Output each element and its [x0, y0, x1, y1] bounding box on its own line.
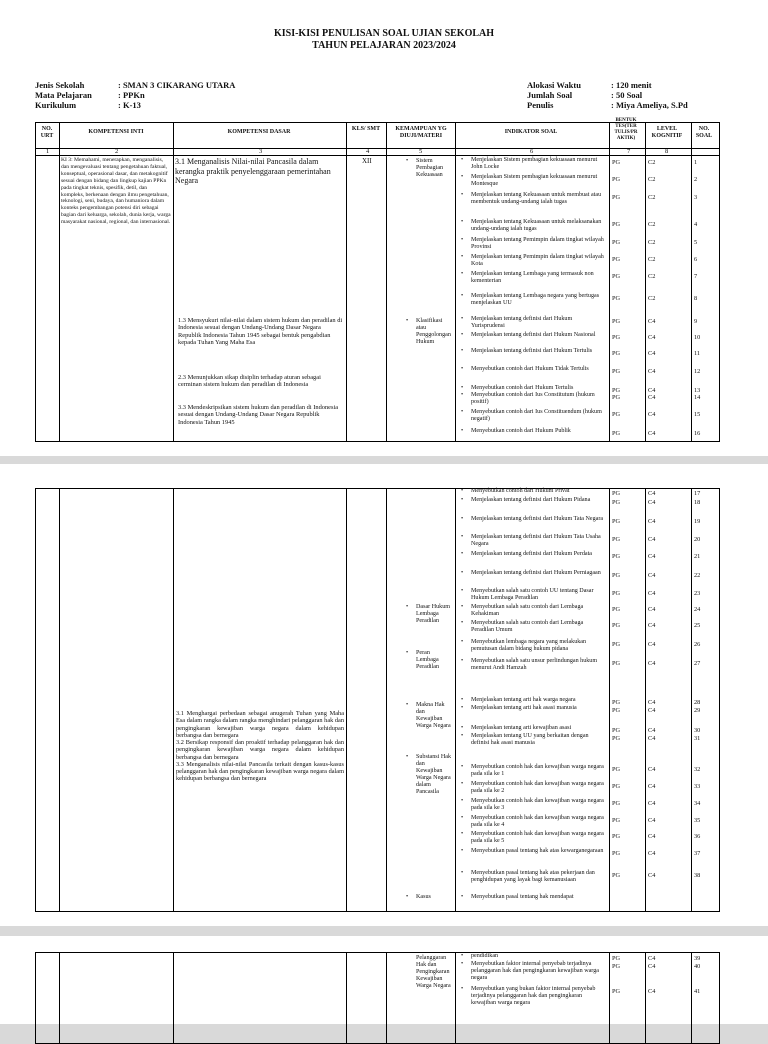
level-value: C4 [648, 699, 656, 706]
soal-number: 20 [694, 536, 701, 543]
header-indikator: INDIKATOR SOAL [504, 129, 558, 135]
level-value: C2 [648, 295, 656, 302]
level-value: C4 [648, 963, 656, 970]
kd-2-3: 2.3 Menunjukkan sikap disiplin terhadap aturan sebagai cerminan sistem hukum dan peradilan di Indonesia [178, 374, 321, 389]
bentuk-value: PG [612, 766, 621, 773]
soal-number: 40 [694, 963, 701, 970]
soal-number: 39 [694, 955, 701, 962]
meta-label: Alokasi Waktu [527, 80, 581, 90]
soal-number: 22 [694, 572, 701, 579]
bentuk-value: PG [612, 988, 621, 995]
soal-number: 32 [694, 766, 701, 773]
indikator-item: • Menjelaskan tentang definisi dari Hukum Nasional [471, 332, 606, 339]
level-value: C4 [648, 572, 656, 579]
level-value: C2 [648, 194, 656, 201]
bentuk-value: PG [612, 318, 621, 325]
page-3 [0, 936, 768, 1024]
level-value: C4 [648, 783, 656, 790]
indikator-item: • Menyebutkan contoh hak dan kewajiban warga negara pada sila ke 5 [471, 831, 606, 845]
meta-label: Mata Pelajaran [35, 90, 92, 100]
soal-number: 3 [694, 194, 698, 201]
indikator-item: • Menyebutkan salah satu contoh dari Lembaga Peradilan Umum [471, 620, 606, 634]
indikator-item: • pendidikan [471, 953, 606, 960]
soal-number: 24 [694, 606, 701, 613]
indikator-item: • Menyebutkan contoh hak dan kewajiban warga negara pada sila ke 3 [471, 798, 606, 812]
indikator-item: • Menyebutkan yang bukan faktor internal penyebab terjadinya pelanggaran hak dan pengingkaran kewajiban warga negara [471, 986, 606, 1007]
bentuk-value: PG [612, 430, 621, 437]
header-nosoal: NO. SOAL [695, 126, 713, 139]
kd-3-1: 3.1 Menganalisis Nilai-nilai Pancasila dalam kerangka praktik penyelenggaraan pemerintahan Negara [175, 157, 331, 185]
level-value: C2 [648, 159, 656, 166]
bentuk-value: PG [612, 518, 621, 525]
meta-value: : 120 menit [611, 80, 652, 90]
level-value: C2 [648, 273, 656, 280]
header-no: NO. URT [40, 126, 54, 139]
indikator-item: • Menyebutkan contoh dari Ius Constitutum (hukum positif) [471, 392, 606, 406]
indikator-item: • Menyebutkan pasal tentang hak atas kewarganegaraan [471, 848, 606, 855]
ki-text: KI 3: Memahami, menerapkan, menganalisis, dan mengevaluasi tentang pengetahuan faktual, konseptual, operasional dasar, dan metakognitif sesuai dengan bidang dan lingkup kajian PPKn pada tingkat teknis, spesifik, detil, dan kompleks, berkenaan dengan ilmu pengetahuan, teknologi, seni, budaya, dan humaniora dalam konteks pengembangan potensi diri sebagai bagian dari keluarga, sekolah, dunia kerja, warga masyarakat nasional, regional, dan internasional. [61, 157, 171, 226]
indikator-item: • Menjelaskan Sistem pembagian kekuasaan menurut Montesque [471, 174, 606, 188]
soal-number: 1 [694, 159, 698, 166]
header-bentuk: BENTUK TES(TER TULIS/PR AKTIK) [614, 118, 638, 141]
level-value: C4 [648, 350, 656, 357]
kd-3-3: 3.3 Mendeskripsikan sistem hukum dan peradilan di Indonesia sesuai dengan Undang-Undang Dasar Negara Republik Indonesia Tahun 1945 [178, 404, 339, 426]
column-number: 1 [46, 148, 50, 155]
doc-title: KISI-KISI PENULISAN SOAL UJIAN SEKOLAH [273, 28, 495, 39]
bentuk-value: PG [612, 499, 621, 506]
indikator-item: • Menjelaskan tentang definisi dari Hukum Tata Usaha Negara [471, 534, 606, 548]
indikator-item: • Menyebutkan salah satu contoh dari Lembaga Kehakiman [471, 604, 606, 618]
soal-number: 23 [694, 590, 701, 597]
kd-1-3: 1.3 Mensyukuri nilai-nilai dalam sistem hukum dan peradilan di Indonesia sesuai dengan Undang-Undang Dasar Negara Republik Indonesia Tahun 1945 sebagai bentuk pengabdian kepada Tuhan Yang Maha Esa [178, 317, 343, 346]
level-value: C4 [648, 387, 656, 394]
indikator-item: • Menyebutkan faktor internal penyebab terjadinya pelanggaran hak dan pengingkaran kewajiban warga negara [471, 961, 606, 982]
materi-item: • Makna Hak dan Kewajiban Warga Negara [416, 702, 452, 730]
soal-number: 17 [694, 490, 701, 497]
soal-number: 31 [694, 735, 701, 742]
kls-value: XII [362, 157, 372, 165]
soal-number: 7 [694, 273, 698, 280]
materi-item: • Substansi Hak dan Kewajiban Warga Negara dalam Pancasila [416, 754, 452, 796]
soal-number: 12 [694, 368, 701, 375]
header-materi: KEMAMPUAN YG DIUJI/MATERI [395, 126, 447, 139]
header-kls: KLS/ SMT [351, 126, 381, 132]
level-value: C4 [648, 833, 656, 840]
soal-number: 41 [694, 988, 701, 995]
level-value: C2 [648, 176, 656, 183]
page-2 [0, 464, 768, 926]
kd-page-2: 3.1 Menghargai perbedaan sebagai anugerah Tuhan yang Maha Esa dalam rangka dalam rangka menghindari pelanggaran hak dan pengingkaran kewajiban warga negara dalam kehidupan berbangsa dan bernegara 3.2 Bersikap responsif dan proaktif terhadap pelanggaran hak dan pengingkaran kewajiban warga negara dalam kehidupan berbangsa dan bernegara 3.3 Menganalisis nilai-nilai Pancasila terkait dengan kasus-kasus pelanggaran hak dan pengingkaran kewajiban warga negara dalam kehidupan berbangsa dan bernegara [176, 710, 344, 783]
soal-number: 11 [694, 350, 701, 357]
indikator-item: • Menyebutkan contoh dari Ius Constituendum (hukum negatif) [471, 409, 606, 423]
indikator-item: • Menyebutkan pasal tentang hak atas pekerjaan dan penghidupan yang layak bagi kemanusiaan [471, 870, 606, 884]
materi-item: • Peran Lembaga Peradilan [416, 650, 452, 671]
level-value: C4 [648, 553, 656, 560]
soal-number: 6 [694, 256, 698, 263]
level-value: C4 [648, 622, 656, 629]
bentuk-value: PG [612, 368, 621, 375]
soal-number: 5 [694, 239, 698, 246]
soal-number: 8 [694, 295, 698, 302]
soal-number: 25 [694, 622, 701, 629]
level-value: C2 [648, 221, 656, 228]
page-1 [0, 0, 768, 456]
bentuk-value: PG [612, 641, 621, 648]
bentuk-value: PG [612, 783, 621, 790]
bentuk-value: PG [612, 850, 621, 857]
bentuk-value: PG [612, 955, 621, 962]
column-number: 2 [115, 148, 119, 155]
bentuk-value: PG [612, 963, 621, 970]
materi-item: • Dasar Hukum Lembaga Peradilan [416, 604, 452, 625]
bentuk-value: PG [612, 194, 621, 201]
bentuk-value: PG [612, 387, 621, 394]
bentuk-value: PG [612, 606, 621, 613]
soal-number: 35 [694, 817, 701, 824]
bentuk-value: PG [612, 735, 621, 742]
indikator-item: • Menjelaskan tentang arti kewajiban asasi [471, 725, 606, 732]
indikator-item: • Menyebutkan pasal tentang hak mendapat [471, 894, 606, 901]
materi-item: • Sistem Pembagian Kekuasaan [416, 158, 452, 179]
level-value: C4 [648, 817, 656, 824]
indikator-item: • Menyebutkan contoh hak dan kewajiban warga negara pada sila ke 2 [471, 781, 606, 795]
bentuk-value: PG [612, 256, 621, 263]
column-number: 4 [366, 148, 370, 155]
level-value: C4 [648, 735, 656, 742]
bentuk-value: PG [612, 295, 621, 302]
level-value: C4 [648, 606, 656, 613]
level-value: C4 [648, 518, 656, 525]
bentuk-value: PG [612, 622, 621, 629]
indikator-item: • Menyebutkan contoh dari Hukum Tidak Tertulis [471, 366, 606, 373]
materi-item: Pelanggaran Hak dan Pengingkaran Kewajiban Warga Negara [416, 955, 451, 989]
level-value: C4 [648, 872, 656, 879]
indikator-item: • Menjelaskan tentang UU yang berkaitan dengan definisi hak asasi manusia [471, 733, 606, 747]
soal-number: 27 [694, 660, 701, 667]
level-value: C4 [648, 800, 656, 807]
bentuk-value: PG [612, 536, 621, 543]
indikator-item: • Menjelaskan tentang definisi dari Hukum Pidana [471, 497, 606, 504]
soal-number: 19 [694, 518, 701, 525]
column-number: 5 [419, 148, 423, 155]
bentuk-value: PG [612, 707, 621, 714]
indikator-item: • Menyebutkan contoh dari Hukum Publik [471, 428, 606, 435]
bentuk-value: PG [612, 590, 621, 597]
level-value: C4 [648, 490, 656, 497]
soal-number: 28 [694, 699, 701, 706]
indikator-item: • Menjelaskan tentang Lembaga yang termasuk non kementerian [471, 271, 606, 285]
bentuk-value: PG [612, 159, 621, 166]
meta-label: Jumlah Soal [527, 90, 573, 100]
level-value: C4 [648, 766, 656, 773]
level-value: C4 [648, 707, 656, 714]
meta-value: : SMAN 3 CIKARANG UTARA [118, 80, 236, 90]
meta-value: : 50 Soal [611, 90, 643, 100]
level-value: C4 [648, 368, 656, 375]
indikator-item: • Menjelaskan tentang Kekuasaan untuk membuat atau membentuk undang-undang ialah tugas [471, 192, 606, 206]
bentuk-value: PG [612, 334, 621, 341]
soal-number: 13 [694, 387, 701, 394]
soal-number: 16 [694, 430, 701, 437]
materi-item: • Kasus [416, 894, 452, 901]
level-value: C4 [648, 727, 656, 734]
doc-subtitle: TAHUN PELAJARAN 2023/2024 [312, 40, 456, 51]
bentuk-value: PG [612, 411, 621, 418]
indikator-item: • Menyebutkan contoh hak dan kewajiban warga negara pada sila ke 1 [471, 764, 606, 778]
column-number: 3 [259, 148, 263, 155]
soal-number: 21 [694, 553, 701, 560]
indikator-item: • Menyebutkan contoh dari Hukum Privat [471, 488, 606, 495]
indikator-item: • Menyebutkan contoh hak dan kewajiban warga negara pada sila ke 4 [471, 815, 606, 829]
level-value: C2 [648, 256, 656, 263]
bentuk-value: PG [612, 490, 621, 497]
soal-number: 9 [694, 318, 698, 325]
level-value: C4 [648, 988, 656, 995]
meta-value: : K-13 [118, 100, 141, 110]
indikator-item: • Menyebutkan salah satu unsur perlindungan hukum menurut Andi Hamzah [471, 658, 606, 672]
column-number: 7 [627, 148, 631, 155]
level-value: C4 [648, 318, 656, 325]
indikator-item: • Menyebutkan salah satu contoh UU tentang Dasar Hukum Lembaga Peradilan [471, 588, 606, 602]
soal-number: 36 [694, 833, 701, 840]
bentuk-value: PG [612, 800, 621, 807]
indikator-item: • Menjelaskan tentang definisi dari Hukum Perniagaan [471, 570, 606, 577]
indikator-item: • Menjelaskan tentang Kekuasaan untuk melaksanakan undang-undang ialah tugas [471, 219, 606, 233]
bentuk-value: PG [612, 394, 621, 401]
indikator-item: • Menjelaskan tentang definisi dari Hukum Perdata [471, 551, 606, 558]
indikator-item: • Menjelaskan Sistem pembagian kekuasaan menurut John Locke [471, 157, 606, 171]
level-value: C4 [648, 641, 656, 648]
bentuk-value: PG [612, 273, 621, 280]
level-value: C4 [648, 536, 656, 543]
bentuk-value: PG [612, 727, 621, 734]
bentuk-value: PG [612, 833, 621, 840]
bentuk-value: PG [612, 660, 621, 667]
soal-number: 14 [694, 394, 701, 401]
soal-number: 34 [694, 800, 701, 807]
meta-value: : Miya Ameliya, S.Pd [611, 100, 688, 110]
bentuk-value: PG [612, 350, 621, 357]
indikator-item: • Menjelaskan tentang definisi dari Hukum Tata Negara [471, 516, 606, 523]
indikator-item: • Menjelaskan tentang definisi dari Hukum Yurisprudensi [471, 316, 606, 330]
level-value: C2 [648, 239, 656, 246]
soal-number: 26 [694, 641, 701, 648]
soal-number: 33 [694, 783, 701, 790]
bentuk-value: PG [612, 699, 621, 706]
level-value: C4 [648, 590, 656, 597]
soal-number: 37 [694, 850, 701, 857]
soal-number: 29 [694, 707, 701, 714]
column-number: 8 [665, 148, 669, 155]
bentuk-value: PG [612, 239, 621, 246]
bentuk-value: PG [612, 176, 621, 183]
level-value: C4 [648, 499, 656, 506]
level-value: C4 [648, 850, 656, 857]
header-kd: KOMPETENSI DASAR [227, 129, 291, 135]
level-value: C4 [648, 430, 656, 437]
indikator-item: • Menjelaskan tentang arti hak asasi manusia [471, 705, 606, 712]
indikator-item: • Menjelaskan tentang definisi dari Hukum Tertulis [471, 348, 606, 355]
bentuk-value: PG [612, 572, 621, 579]
indikator-item: • Menjelaskan tentang arti hak warga negara [471, 697, 606, 704]
meta-label: Kurikulum [35, 100, 77, 110]
soal-number: 18 [694, 499, 701, 506]
indikator-item: • Menjelaskan tentang Pemimpin dalam tingkat wilayah Kota [471, 254, 606, 268]
soal-number: 15 [694, 411, 701, 418]
soal-number: 4 [694, 221, 698, 228]
meta-label: Penulis [527, 100, 554, 110]
indikator-item: • Menjelaskan tentang Lembaga negara yang bertugas menjelaskan UU [471, 293, 606, 307]
level-value: C4 [648, 394, 656, 401]
level-value: C4 [648, 334, 656, 341]
materi-item: • Klasifikasi atau Penggolongan Hukum [416, 318, 452, 346]
soal-number: 2 [694, 176, 698, 183]
level-value: C4 [648, 411, 656, 418]
header-level: LEVEL KOGNITIF [651, 126, 683, 139]
column-number: 6 [530, 148, 534, 155]
level-value: C4 [648, 660, 656, 667]
level-value: C4 [648, 955, 656, 962]
soal-number: 38 [694, 872, 701, 879]
bentuk-value: PG [612, 872, 621, 879]
bentuk-value: PG [612, 817, 621, 824]
indikator-item: • Menyebutkan lembaga negara yang melakukan pemutusan dalam bidang hukum pidana [471, 639, 606, 653]
meta-label: Jenis Sekolah [35, 80, 85, 90]
bentuk-value: PG [612, 553, 621, 560]
meta-value: : PPKn [118, 90, 145, 100]
bentuk-value: PG [612, 221, 621, 228]
indikator-item: • Menjelaskan tentang Pemimpin dalam tingkat wilayah Provinsi [471, 237, 606, 251]
soal-number: 30 [694, 727, 701, 734]
header-ki: KOMPETENSI INTI [88, 129, 144, 135]
soal-number: 10 [694, 334, 701, 341]
indikator-item: • Menyebutkan contoh dari Hukum Tertulis [471, 385, 606, 392]
